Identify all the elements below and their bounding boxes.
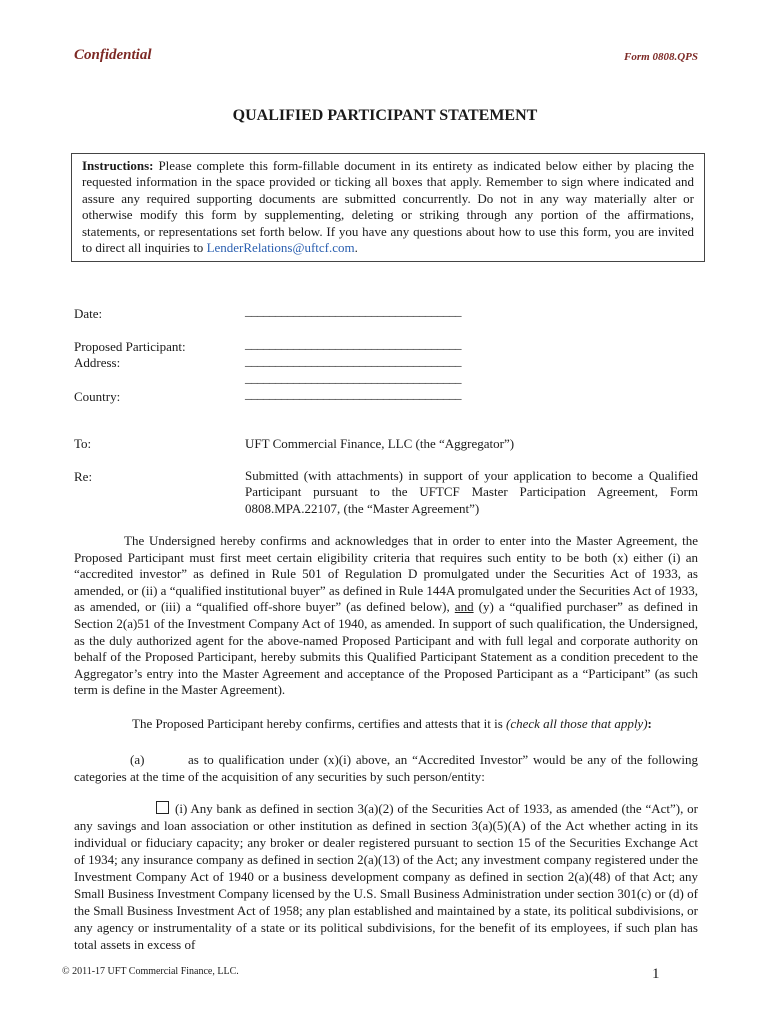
participant-field[interactable]: ____________________________________ [245,336,461,351]
instructions-box [71,153,705,262]
to-label: To: [74,436,92,451]
page-title: QUALIFIED PARTICIPANT STATEMENT [232,107,538,124]
participant-label: Proposed Participant: [74,339,186,354]
email-link[interactable]: LenderRelations@uftcf.com [206,240,355,256]
to-value: UFT Commercial Finance, LLC (the “Aggregator”) [245,436,515,451]
item-a-text: as to qualification under (x)(i) above, an “Accredited Investor” would be any of the following categories at the time of the acquisition of any securities by such person/entity: [74,752,698,784]
instructions-label: Instructions: [82,158,154,173]
form-number: Form 0808.QPS [624,51,698,63]
address-label: Address: [74,355,121,370]
confirmation-text: The Proposed Participant hereby confirms, certifies and attests that it is [132,716,507,731]
eligibility-text-2: (y) a “qualified purchaser” as defined in Section 2(a)51 of the Investment Company Act of 1940, as amended. In support of such qualification, the Undersigned, as the duly authorized agent for the above-named Proposed Participant and with full legal and corporate authority on behalf of the Proposed Participant, hereby submits this Qualified Participant Statement as a condition precedent to the Aggregator’s entry into the Master Agreement and acceptance of the Proposed Participant as a “Participant” (as such term is define in the Master Agreement). [74,599,698,698]
date-field[interactable]: ____________________________________ [245,303,461,318]
eligibility-and: and [454,599,474,615]
item-i-paragraph [74,800,698,953]
country-label: Country: [74,389,121,404]
confirmation-paragraph [132,716,652,732]
address-field-1[interactable]: ____________________________________ [245,353,461,368]
instructions-text: Please complete this form-fillable document in its entirety as indicated below either by placing the requested information in the space provided or ticking all boxes that apply. Remember to sign where indicated and assure any required supporting documents are submitted concurrently. Do not in any way materially alter or otherwise modify this form by supplementing, deleting or striking through any portion of the affirmations, statements, or representations set forth below. If you have any questions about how to use this form, you are invited to direct all inquiries to [82,158,694,256]
re-label: Re: [74,469,93,484]
confidential-label: Confidential [74,47,152,63]
country-field[interactable]: ____________________________________ [245,386,461,401]
date-label: Date: [74,306,103,321]
item-a-label: (a) [130,752,145,767]
eligibility-paragraph [74,533,698,699]
address-field-2[interactable]: ____________________________________ [245,370,461,385]
instructions-end: . [354,240,358,256]
re-value: Submitted (with attachments) in support of your application to become a Qualified Participant pursuant to the UFTCF Master Participation Agreement, Form 0808.MPA.22107, (the “Master Agreement”) [245,468,698,516]
eligibility-text-1: The Undersigned hereby confirms and acknowledges that in order to enter into the Master Agreement, the Proposed Participant must first meet certain eligibility criteria that requires such entity to be both (x) either (i) an “accredited investor” as defined in Rule 501 of Regulation D promulgated under the Securities Act of 1933, as amended, or (ii) a “qualified institutional buyer” as defined in Rule 144A promulgated under the Securities Act of 1933, as amended, or (iii) a “qualified off-shore buyer” (as defined below), [74,533,698,615]
footer-copyright: © 2011-17 UFT Commercial Finance, LLC. [62,966,239,977]
item-i-checkbox[interactable] [156,801,169,814]
confirmation-colon: : [647,716,652,731]
item-a-paragraph [74,752,698,785]
confirmation-instruction: (check all those that apply) [506,716,648,731]
page-number: 1 [652,966,660,982]
item-i-text: (i) Any bank as defined in section 3(a)(2) of the Securities Act of 1933, as amended (the “Act”), or any savings and loan association or other institution as defined in section 3(a)(5)(A) of the Act whether acting in its individual or fiduciary capacity; any broker or dealer registered pursuant to section 15 of the Securities Exchange Act of 1934; any insurance company as defined in section 2(a)(13) of the Act; any investment company registered under the Investment Company Act of 1940 or a business development company as defined in section 2(a)(48) of that Act; any Small Business Investment Company licensed by the U.S. Small Business Administration under section 301(c) or (d) of the Small Business Investment Act of 1958; any plan established and maintained by a state, its political subdivisions, or any agency or instrumentality of a state or its political subdivisions, for the benefit of its employees, if such plan has total assets in excess of [74,801,698,952]
